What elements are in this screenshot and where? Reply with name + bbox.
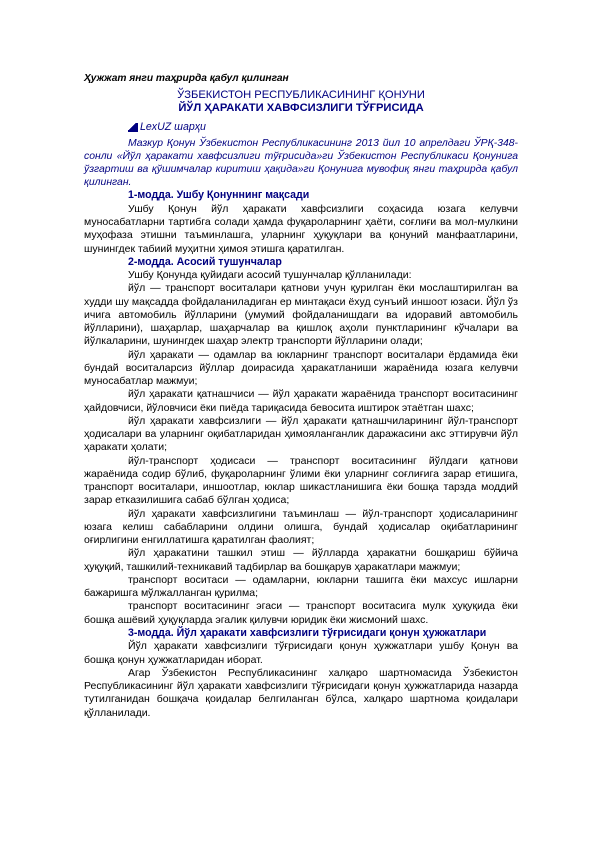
article-3-paragraph: Агар Ўзбекистон Республикасининг халқаро шартномасида Ўзбекистон Республикасининг йўл ҳаракати хавфсизлиги тўғрисидаги қонун ҳужжатларида назарда тутилганидан бошқача қоидалар белгиланган бўлса, халқаро шартнома қоидалари қўлланилади. bbox=[84, 666, 518, 719]
comment-text-end: мувофиқ янги таҳрирда қабул қилинган. bbox=[84, 164, 519, 189]
law-title-line1: ЎЗБЕКИСТОН РЕСПУБЛИКАСИНИНГ ҚОНУНИ bbox=[177, 89, 425, 101]
law-link[interactable]: Қонунига bbox=[318, 164, 364, 176]
article-2-paragraph: транспорт воситасининг эгаси — транспорт воситасига мулк ҳуқуқида ёки бошқа ашёвий ҳуқуқларда эгалик қилувчи юридик ёки жисмоний шахс. bbox=[84, 600, 518, 626]
lexuz-comment bbox=[84, 137, 518, 189]
article-2-paragraph: йўл ҳаракати — одамлар ва юкларнинг транспорт воситалари ёрдамида ёки бундай воситаларсиз йўллар доирасида ҳаракатланиши жараёнида юзага келувчи муносабатлар мажмуи; bbox=[84, 348, 518, 388]
law-title-line2: ЙЎЛ ҲАРАКАТИ ХАВФСИЗЛИГИ ТЎҒРИСИДА bbox=[178, 102, 424, 114]
article-2-heading: 2-модда. Асосий тушунчалар bbox=[128, 255, 282, 268]
article-2-paragraph: йўл — транспорт воситалари қатнови учун қурилган ёки мослаштирилган ва худди шу мақсадда фойдаланиладиган ер минтақаси ёхуд сунъий иншоот юзаси. Йўл ўз ичига автомобиль йўлларини (умумий фойдаланишдаги ва идоравий автомобиль йўлларини), шаҳарлар, шаҳарчалар ва қишлоқ аҳоли пунктларининг кўчалари ва йўлкаларини, шунингдек шаҳар электр транспорти йўлларини олади; bbox=[84, 282, 518, 348]
header-note: Ҳужжат янги таҳрирда қабул қилинган bbox=[84, 73, 289, 84]
article-1-heading: 1-модда. Ушбу Қонуннинг мақсади bbox=[128, 189, 310, 202]
article-3-heading: 3-модда. Йўл ҳаракати хавфсизлиги тўғрисидаги қонун ҳужжатлари bbox=[128, 626, 487, 639]
article-3-paragraph: Йўл ҳаракати хавфсизлиги тўғрисидаги қонун ҳужжатлари ушбу Қонун ва бошқа қонун ҳужжатларидан иборат. bbox=[84, 640, 518, 666]
pen-icon bbox=[128, 123, 138, 132]
article-2-paragraph: йўл ҳаракати хавфсизлиги — йўл ҳаракати қатнашчиларининг йўл-транспорт ҳодисалари ва уларнинг оқибатларидан ҳимояланганлик даражасини акс эттирувчи йўл ҳаракати ҳолати; bbox=[84, 414, 518, 454]
article-2-paragraph: йўл ҳаракатини ташкил этиш — йўлларда ҳаракатни бошқариш бўйича ҳуқуқий, ташкилий-техникавий тадбирлар ва бошқарув ҳаракатлари мажмуи; bbox=[84, 547, 518, 573]
article-1-paragraph: Ушбу Қонун йўл ҳаракати хавфсизлиги соҳасида юзага келувчи муносабатларни тартибга солади ҳамда фуқароларнинг ҳаёти, соғлиғи ва мол-мулкини муҳофаза этишни таъминлашга, уларнинг ҳуқуқлари ва қонуний манфаатларини, шунингдек табиий муҳитни ҳимоя этишга қаратилган. bbox=[84, 202, 518, 255]
article-2-paragraph: йўл-транспорт ҳодисаси — транспорт воситасининг йўлдаги қатнови жараёнида содир бўлиб, фуқароларнинг ўлими ёки уларнинг соғлиғига зарар етишига, транспорт воситалари, иншоотлар, юклар шикастланишига ёки бошқа тарзда моддий зарар етказилишига сабаб бўлган ҳодиса; bbox=[84, 454, 518, 507]
article-2-paragraph: транспорт воситаси — одамларни, юкларни ташигга ёки махсус ишларни бажаришга мўлжалланган қурилма; bbox=[84, 573, 518, 600]
article-2-paragraph: йўл ҳаракати хавфсизлигини таъминлаш — йўл-транспорт ҳодисаларининг юзага келиш сабабларини олдини олишга, бундай ҳодисалар оқибатларининг оғирлигини енгиллатишга қаратилган фаолият; bbox=[84, 507, 518, 547]
article-2-paragraph: йўл ҳаракати қатнашчиси — йўл ҳаракати жараёнида транспорт воситасининг ҳайдовчиси, йўловчиси ёки пиёда тариқасида бевосита иштирок этаётган шахс; bbox=[84, 388, 518, 414]
lexuz-label: LexUZ шарҳи bbox=[140, 121, 206, 133]
article-2-paragraph: Ушбу Қонунда қуйидаги асосий тушунчалар қўлланилади: bbox=[128, 269, 412, 282]
comment-text: Мазкур Қонун Ўзбекистон Республикасининг 2013 йил 10 апрелдаги ЎРҚ-348-сонли «Йўл ҳаракати хавфсизлиги тўғрисида»ги Ўзбекистон Республикаси Қонунига ўзгартиш ва қўшимчалар киритиш ҳақида»ги bbox=[84, 138, 518, 176]
lexuz-comment-header[interactable] bbox=[128, 121, 518, 134]
